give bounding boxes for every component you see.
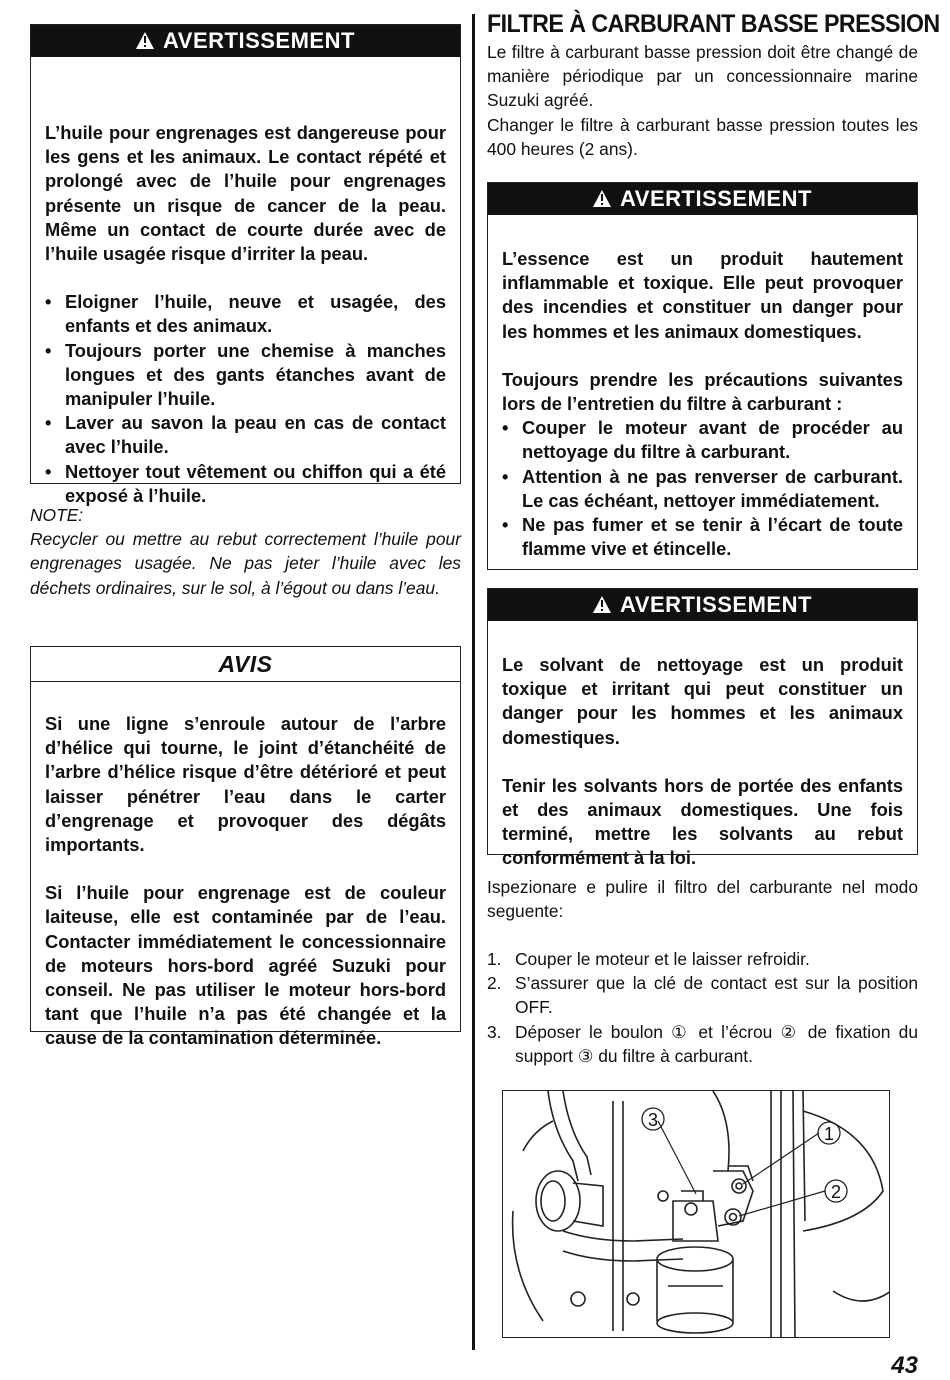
list-item: • Eloigner l’huile, neuve et usagée, des enfants et des animaux. [45,290,446,338]
callout-1-label: 1 [823,1124,835,1144]
warning-bullet-list [502,416,903,561]
warning-triangle-icon [593,596,611,613]
avis-box [30,646,461,1049]
fuel-filter-illustration [502,1090,890,1338]
warning-bullet-list [45,290,446,508]
avis-paragraph-1: Si une ligne s’enroule autour de l’arbre d’hélice qui tourne, le joint d’étanchéité de l’arbre d’hélice risque d’être détérioré et peut laisser pénétrer l’eau dans le carter d’engrenage et provoquer des dégâts importants. [45,713,446,856]
section-title: FILTRE À CARBURANT BASSE PRESSION [487,10,940,38]
intro-text: Le filtre à carburant basse pression doit être changé de manière périodique par un concessionnaire marine Suzuki agréé. Changer le filtre à carburant basse pression toutes les 400 heures (2 ans). [487,42,918,159]
warning-paragraph-2: Tenir les solvants hors de portée des enfants et des animaux domestiques. Une fois terminé, mettre les solvants au rebut conformément à la loi. [502,774,903,869]
column-divider [472,14,475,1350]
note-text: Recycler ou mettre au rebut correctement l’huile pour engrenages usagée. Ne pas jeter l’huile avec les déchets ordinaires, sur le sol, à l’égout ou dans l’eau. [30,529,461,598]
warning-box-oil [30,24,461,506]
warning-box-fuel [487,182,918,570]
avis-paragraph-2: Si l’huile pour engrenage est de couleur laiteuse, elle est contaminée par de l’eau. Contacter immédiatement le concessionnaire de moteurs hors-bord agréé Suzuki pour conseil. Ne pas utiliser le moteur hors-bord tant que l’huile n’a pas été changée et la cause de la contamination déterminée. [45,882,446,1049]
warning-paragraph-1: L’essence est un produit hautement inflammable et toxique. Elle peut provoquer des incendies et constituer un danger pour les hommes et les animaux domestiques. [502,248,903,342]
note-label: NOTE: [30,505,84,525]
note-block [30,503,461,600]
list-item: • Couper le moteur avant de procéder au nettoyage du filtre à carburant. [502,416,903,464]
fuel-filter-drawing [503,1091,890,1338]
warning-paragraph-1: Le solvant de nettoyage est un produit toxique et irritant qui peut constituer un danger pour les hommes et les animaux domestiques. [502,654,903,748]
warning-triangle-icon [136,32,154,49]
warning-box-solvent [487,588,918,869]
inspect-text: Ispezionare e pulire il filtro del carburante nel modo seguente: [487,877,918,922]
callout-2-label: 2 [830,1182,842,1202]
warning-header: AVERTISSEMENT [31,25,460,57]
warning-header: AVERTISSEMENT [488,183,917,215]
list-item: • Toujours porter une chemise à manches longues et des gants étanches avant de manipuler l’huile. [45,339,446,412]
list-item: • Laver au savon la peau en cas de contact avec l’huile. [45,411,446,459]
list-item: • Ne pas fumer et se tenir à l’écart de toute flamme vive et étincelle. [502,513,903,561]
page-number: 43 [891,1352,918,1379]
warning-triangle-icon [593,190,611,207]
warning-header: AVERTISSEMENT [488,589,917,621]
callout-3-label: 3 [647,1110,659,1130]
steps-list [487,947,918,1068]
list-item: • Attention à ne pas renverser de carburant. Le cas échéant, nettoyer immédiatement. [502,465,903,513]
avis-header: AVIS [31,647,460,682]
list-item: 1. Couper le moteur et le laisser refroidir. [487,949,810,969]
list-item: 2. S’assurer que la clé de contact est sur la position OFF. [487,973,918,1018]
list-item: • Nettoyer tout vêtement ou chiffon qui a été exposé à l’huile. [45,460,446,508]
warning-paragraph: L’huile pour engrenages est dangereuse pour les gens et les animaux. Le contact répété et prolongé avec de l’huile pour engrenages présente un risque de cancer de la peau. Même un contact de courte durée avec de l’huile usagée risque d’irriter la peau. [45,122,446,265]
list-item: 3. Déposer le boulon ① et l’écrou ② de fixation du support ③ du filtre à carburant. [487,1021,918,1066]
warning-paragraph-2: Toujours prendre les précautions suivantes lors de l’entretien du filtre à carburant : [502,368,903,415]
